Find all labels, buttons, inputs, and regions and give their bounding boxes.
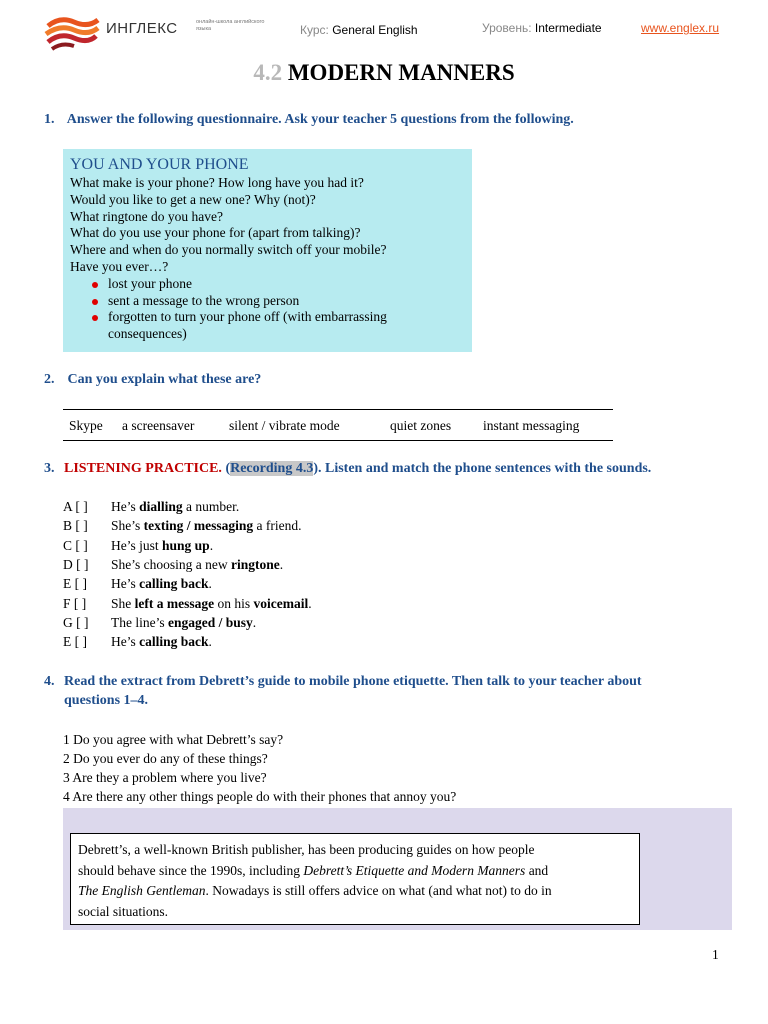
question-1-heading — [44, 112, 574, 128]
page-number: 1 — [712, 947, 719, 962]
discussion-question: 4 Are there any other things people do with their phones that annoy you? — [63, 789, 457, 804]
recording-reference: Recording 4.3 — [230, 461, 314, 476]
matching-sentence: C [ ] He’s just hung up. — [63, 537, 214, 553]
question-2-heading — [44, 372, 261, 388]
question-number: 4. — [44, 674, 55, 689]
page-header — [0, 0, 768, 60]
lesson-title: MODERN MANNERS — [287, 60, 515, 85]
terms-table — [63, 409, 613, 441]
matching-sentence: B [ ] She’s texting / messaging a friend. — [63, 518, 302, 534]
questionnaire-line: Have you ever…? — [70, 258, 169, 274]
list-item-continuation: consequences) — [108, 326, 187, 342]
course-value: General English — [332, 23, 418, 37]
page-title — [0, 60, 768, 86]
questionnaire-line: What make is your phone? How long have you had it? — [70, 175, 364, 190]
questionnaire-box — [63, 149, 472, 352]
website-link[interactable]: www.englex.ru — [641, 21, 720, 35]
answer-box[interactable]: B [ ] — [63, 518, 88, 534]
bullet-icon — [92, 282, 98, 288]
matching-sentence: E [ ] He’s calling back. — [63, 576, 212, 592]
answer-box[interactable]: E [ ] — [63, 634, 87, 650]
term-cell: Skype — [69, 418, 103, 433]
term-cell: quiet zones — [390, 418, 452, 433]
list-item: lost your phone — [92, 276, 465, 293]
questionnaire-line: Where and when do you normally switch off your mobile? — [70, 242, 387, 258]
questionnaire-bullets — [92, 276, 465, 343]
question-4-heading-cont: questions 1–4. — [64, 693, 149, 708]
debretts-extract: Debrett’s, a well-known British publisher, has been producing guides on how people should behave since the 1990s, including Debrett’s Etiquette and Modern Manners and The English Gentleman. Nowadays is still offers advice on what (and what not) to do in social situations. — [70, 833, 640, 925]
brand-tagline: онлайн-школа английского языка — [196, 19, 265, 32]
answer-box[interactable]: F [ ] — [63, 595, 87, 611]
bullet-icon — [92, 315, 98, 321]
question-3-heading: 3. LISTENING PRACTICE. (Recording 4.3). Listen and match the phone sentences with the sounds. — [44, 461, 652, 476]
listening-label: LISTENING PRACTICE. — [64, 461, 222, 476]
course-info — [300, 23, 418, 37]
bullet-icon — [92, 299, 98, 305]
discussion-question: 1 Do you agree with what Debrett’s say? — [63, 732, 284, 747]
term-cell: silent / vibrate mode — [229, 418, 340, 433]
question-number: 2. — [44, 372, 55, 387]
matching-sentence: F [ ] She left a message on his voicemail. — [63, 595, 312, 611]
question-text: Answer the following questionnaire. Ask your teacher 5 questions from the following. — [66, 112, 574, 127]
question-text: Read the extract from Debrett’s guide to mobile phone etiquette. Then talk to your teacher about — [64, 674, 642, 689]
matching-sentence: E [ ] He’s calling back. — [63, 634, 212, 650]
discussion-question: 2 Do you ever do any of these things? — [63, 751, 268, 766]
question-4-heading — [44, 674, 642, 690]
questionnaire-title: YOU AND YOUR PHONE — [70, 156, 249, 173]
level-label: Уровень: — [482, 21, 532, 35]
brand-name: ИНГЛЕКС — [106, 20, 178, 37]
discussion-question: 3 Are they a problem where you live? — [63, 770, 267, 785]
course-label: Курс: — [300, 23, 329, 37]
level-value: Intermediate — [534, 21, 602, 35]
matching-sentence: G [ ] The line’s engaged / busy. — [63, 614, 257, 630]
questionnaire-line: Would you like to get a new one? Why (not)? — [70, 191, 316, 207]
questionnaire-line: What ringtone do you have? — [70, 208, 223, 224]
answer-box[interactable]: A [ ] — [63, 499, 88, 514]
question-number: 3. — [44, 461, 55, 476]
englex-logo — [44, 12, 264, 52]
lesson-number: 4.2 — [253, 60, 283, 85]
matching-sentence: D [ ] She’s choosing a new ringtone. — [63, 556, 284, 572]
list-item: forgotten to turn your phone off (with embarrassing — [92, 309, 465, 326]
answer-box[interactable]: G [ ] — [63, 614, 89, 630]
answer-box[interactable]: C [ ] — [63, 537, 88, 553]
answer-box[interactable]: E [ ] — [63, 576, 87, 592]
level-info — [482, 21, 602, 35]
list-item: sent a message to the wrong person — [92, 293, 465, 310]
matching-sentence: A [ ] He’s dialling a number. — [63, 499, 240, 514]
question-number: 1. — [44, 112, 55, 127]
questionnaire-line: What do you use your phone for (apart from talking)? — [70, 225, 361, 241]
englex-logo-icon — [44, 12, 100, 52]
answer-box[interactable]: D [ ] — [63, 556, 89, 572]
term-cell: a screensaver — [122, 418, 195, 433]
term-cell: instant messaging — [483, 418, 580, 433]
question-text: Can you explain what these are? — [67, 372, 262, 387]
